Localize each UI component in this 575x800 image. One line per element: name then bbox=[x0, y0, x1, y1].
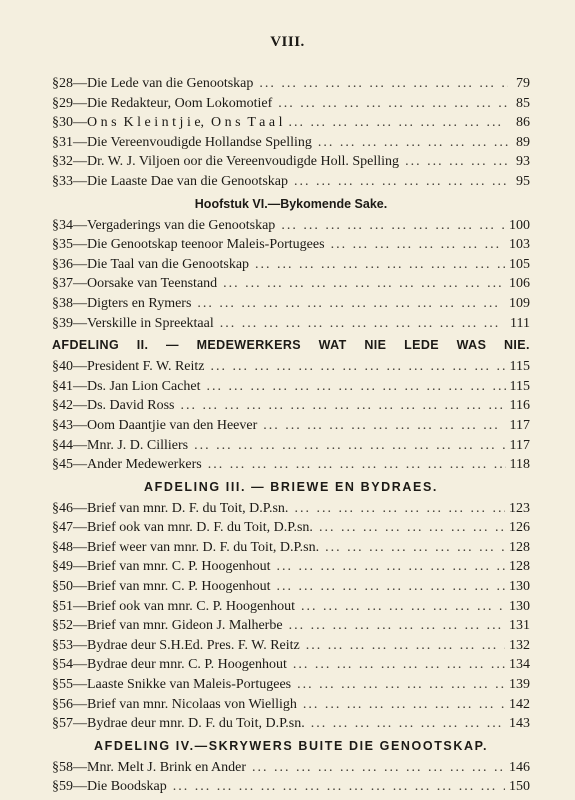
toc-entry-page: 128 bbox=[509, 559, 530, 575]
section-heading-word: WAT bbox=[318, 338, 347, 353]
toc-entry[interactable] bbox=[52, 636, 530, 656]
section-heading: Hoofstuk VI.—Bykomende Sake. bbox=[194, 196, 388, 211]
dot-leader bbox=[303, 695, 505, 715]
toc-entry-page: 117 bbox=[509, 437, 530, 453]
toc-entry-page: 128 bbox=[509, 539, 530, 555]
dot-leader bbox=[181, 396, 506, 416]
dot-leader bbox=[331, 235, 505, 255]
toc-entry-title: §36—Die Taal van die Genootskap bbox=[52, 256, 250, 272]
toc-entry-title: §49—Brief van mnr. C. P. Hoogenhout bbox=[52, 559, 271, 575]
section-heading: AFDELING III. — BRIEWE EN BYDRAES. bbox=[144, 479, 438, 494]
toc-entry-page: 142 bbox=[509, 696, 530, 712]
toc-entry-title: §29—Die Redakteur, Oom Lokomotief bbox=[52, 95, 273, 111]
dot-leader bbox=[281, 216, 505, 236]
section-heading-word: — bbox=[166, 338, 179, 353]
toc-entry[interactable] bbox=[52, 94, 530, 114]
section-heading bbox=[52, 333, 530, 357]
toc-entry-title: §48—Brief weer van mnr. D. F. du Toit, D.P.sn. bbox=[52, 539, 320, 555]
dot-leader bbox=[318, 133, 508, 153]
toc-entry-page: 95 bbox=[516, 173, 530, 189]
dot-leader bbox=[220, 314, 506, 334]
section-heading: AFDELING IV.—SKRYWERS BUITE DIE GENOOTSKAP. bbox=[93, 738, 489, 753]
toc-entry-page: 89 bbox=[516, 134, 530, 150]
section-heading-word: MEDEWERKERS bbox=[196, 338, 301, 353]
toc-entry-title: §53—Bydrae deur S.H.Ed. Pres. F. W. Reitz bbox=[52, 637, 300, 653]
toc-entry-page: 126 bbox=[509, 520, 530, 536]
toc-entry-title: §54—Bydrae deur mnr. C. P. Hoogenhout bbox=[52, 657, 287, 673]
dot-leader bbox=[277, 577, 505, 597]
toc-entry[interactable] bbox=[52, 695, 530, 715]
toc-entry-title: §42—Ds. David Ross bbox=[52, 398, 175, 414]
toc-entry[interactable] bbox=[52, 235, 530, 255]
toc-entry-title: §45—Ander Medewerkers bbox=[52, 457, 202, 473]
toc-entry-page: 130 bbox=[509, 579, 530, 595]
dot-leader bbox=[297, 675, 505, 695]
toc-entry-page: 130 bbox=[509, 598, 530, 614]
dot-leader bbox=[263, 416, 505, 436]
toc-entry-page: 93 bbox=[516, 154, 530, 170]
toc-entry[interactable] bbox=[52, 538, 530, 558]
toc-entry[interactable] bbox=[52, 518, 530, 538]
toc-entry[interactable] bbox=[52, 616, 530, 636]
toc-entry[interactable] bbox=[52, 777, 530, 797]
toc-entry[interactable] bbox=[52, 357, 530, 377]
toc-entry-page: 118 bbox=[509, 457, 530, 473]
toc-entry-page: 143 bbox=[509, 716, 530, 732]
toc-entry-title: §47—Brief ook van mnr. D. F. du Toit, D.P.sn. bbox=[52, 520, 313, 536]
toc-entry-title: §51—Brief ook van mnr. C. P. Hoogenhout bbox=[52, 598, 296, 614]
toc-entry-page: 150 bbox=[509, 779, 530, 795]
toc-entry[interactable] bbox=[52, 557, 530, 577]
dot-leader bbox=[207, 377, 506, 397]
section-heading-word: LEDE bbox=[404, 338, 439, 353]
dot-leader bbox=[288, 113, 508, 133]
toc-entry[interactable] bbox=[52, 152, 530, 172]
dot-leader bbox=[252, 758, 505, 778]
dot-leader bbox=[259, 74, 508, 94]
dot-leader bbox=[325, 538, 505, 558]
dot-leader bbox=[197, 294, 505, 314]
toc-entry-page: 123 bbox=[509, 500, 530, 516]
dot-leader bbox=[255, 255, 505, 275]
page-number: VIII. bbox=[270, 34, 305, 50]
dot-leader bbox=[278, 94, 508, 114]
toc-entry-page: 146 bbox=[509, 759, 530, 775]
section-heading-word: NIE bbox=[364, 338, 387, 353]
section-heading-word: WAS bbox=[456, 338, 487, 353]
dot-leader bbox=[301, 597, 505, 617]
section-heading-word: NIE. bbox=[504, 338, 530, 353]
toc-entry-page: 115 bbox=[509, 359, 530, 375]
toc-entry-title: §31—Die Vereenvoudigde Hollandse Spelling bbox=[52, 134, 312, 150]
toc-entry-page: 103 bbox=[509, 237, 530, 253]
toc-entry-page: 139 bbox=[509, 677, 530, 693]
toc-entry-title: §28—Die Lede van die Genootskap bbox=[52, 76, 254, 91]
toc-entry[interactable] bbox=[52, 655, 530, 675]
toc-entry[interactable] bbox=[52, 113, 530, 133]
toc-entry[interactable] bbox=[52, 133, 530, 153]
toc-entry-page: 132 bbox=[509, 637, 530, 653]
toc-entry-page: 105 bbox=[509, 256, 530, 272]
toc-entry-page: 100 bbox=[509, 217, 530, 233]
toc-entry[interactable] bbox=[52, 255, 530, 275]
toc-entry[interactable] bbox=[52, 597, 530, 617]
dot-leader bbox=[306, 636, 505, 656]
dot-leader bbox=[223, 274, 505, 294]
toc-entry-title: §38—Digters en Rymers bbox=[52, 295, 192, 311]
toc-entry[interactable] bbox=[52, 274, 530, 294]
toc-entry[interactable] bbox=[52, 416, 530, 436]
toc-entry[interactable] bbox=[52, 314, 530, 334]
toc-entry-title: §37—Oorsake van Teenstand bbox=[52, 276, 218, 292]
toc-entry-page: 115 bbox=[509, 378, 530, 394]
toc-entry[interactable] bbox=[52, 436, 530, 456]
toc-entry[interactable] bbox=[52, 499, 530, 519]
dot-leader bbox=[173, 777, 505, 797]
dot-leader bbox=[293, 655, 505, 675]
toc-entry[interactable] bbox=[52, 758, 530, 778]
dot-leader bbox=[405, 152, 508, 172]
toc-entry-page: 85 bbox=[516, 95, 530, 111]
toc-entry[interactable] bbox=[52, 294, 530, 314]
toc-entry-page: 111 bbox=[510, 315, 530, 331]
toc-entry-title: §32—Dr. W. J. Viljoen oor die Vereenvoudigde Holl. Spelling bbox=[52, 154, 400, 170]
toc-entry-title: §33—Die Laaste Dae van die Genootskap bbox=[52, 173, 288, 189]
toc-entry[interactable] bbox=[52, 714, 530, 734]
dot-leader bbox=[311, 714, 505, 734]
toc-entry[interactable] bbox=[52, 216, 530, 236]
toc-entry-title: §30—O n s K l e i n t j i e, O n s T a a l bbox=[52, 115, 283, 131]
toc-entry-page: 106 bbox=[509, 276, 530, 292]
toc-entry-title: §50—Brief van mnr. C. P. Hoogenhout bbox=[52, 579, 271, 595]
toc-entry[interactable] bbox=[52, 577, 530, 597]
toc-entry-title: §44—Mnr. J. D. Cilliers bbox=[52, 437, 189, 453]
dot-leader bbox=[294, 172, 508, 192]
dot-leader bbox=[277, 557, 505, 577]
section-heading-word: AFDELING bbox=[52, 338, 120, 353]
dot-leader bbox=[289, 616, 505, 636]
dot-leader bbox=[194, 436, 505, 456]
toc-entry-title: §55—Laaste Snikke van Maleis-Portugees bbox=[52, 677, 292, 693]
toc-entry-title: §35—Die Genootskap teenoor Maleis-Portugees bbox=[52, 237, 325, 253]
toc-entry-page: 131 bbox=[509, 618, 530, 634]
toc-entry-title: §43—Oom Daantjie van den Heever bbox=[52, 417, 258, 433]
dot-leader bbox=[208, 455, 506, 475]
toc-entry-title: §40—President F. W. Reitz bbox=[52, 359, 205, 375]
toc-entry-title: §56—Brief van mnr. Nicolaas von Wielligh bbox=[52, 696, 297, 712]
toc-entry[interactable] bbox=[52, 172, 530, 192]
toc-entry-title: §39—Verskille in Spreektaal bbox=[52, 315, 214, 331]
toc-entry-title: §52—Brief van mnr. Gideon J. Malherbe bbox=[52, 618, 283, 634]
toc-entry-title: §59—Die Boodskap bbox=[52, 779, 167, 795]
toc-entry[interactable] bbox=[52, 396, 530, 416]
toc-entry[interactable] bbox=[52, 455, 530, 475]
dot-leader bbox=[211, 357, 506, 377]
toc-entry-title: §41—Ds. Jan Lion Cachet bbox=[52, 378, 201, 394]
dot-leader bbox=[319, 518, 505, 538]
toc-entry[interactable] bbox=[52, 377, 530, 397]
toc-entry-page: 86 bbox=[516, 115, 530, 131]
toc-entry-page: 134 bbox=[509, 657, 530, 673]
toc-entry-title: §58—Mnr. Melt J. Brink en Ander bbox=[52, 759, 247, 775]
toc-entry-page: 117 bbox=[509, 417, 530, 433]
toc-entry-page: 109 bbox=[509, 295, 530, 311]
toc-entry-title: §57—Bydrae deur mnr. D. F. du Toit, D.P.sn. bbox=[52, 716, 305, 732]
section-heading-word: II. bbox=[136, 338, 149, 353]
toc-entry-title: §34—Vergaderings van die Genootskap bbox=[52, 217, 276, 233]
toc-entry[interactable] bbox=[52, 74, 530, 94]
toc-entry-page: 116 bbox=[509, 398, 530, 414]
toc-entry-title: §46—Brief van mnr. D. F. du Toit, D.P.sn. bbox=[52, 500, 289, 516]
toc-entry-page: 79 bbox=[516, 76, 530, 91]
toc-entry[interactable] bbox=[52, 675, 530, 695]
table-of-contents bbox=[52, 74, 530, 797]
dot-leader bbox=[294, 499, 505, 519]
